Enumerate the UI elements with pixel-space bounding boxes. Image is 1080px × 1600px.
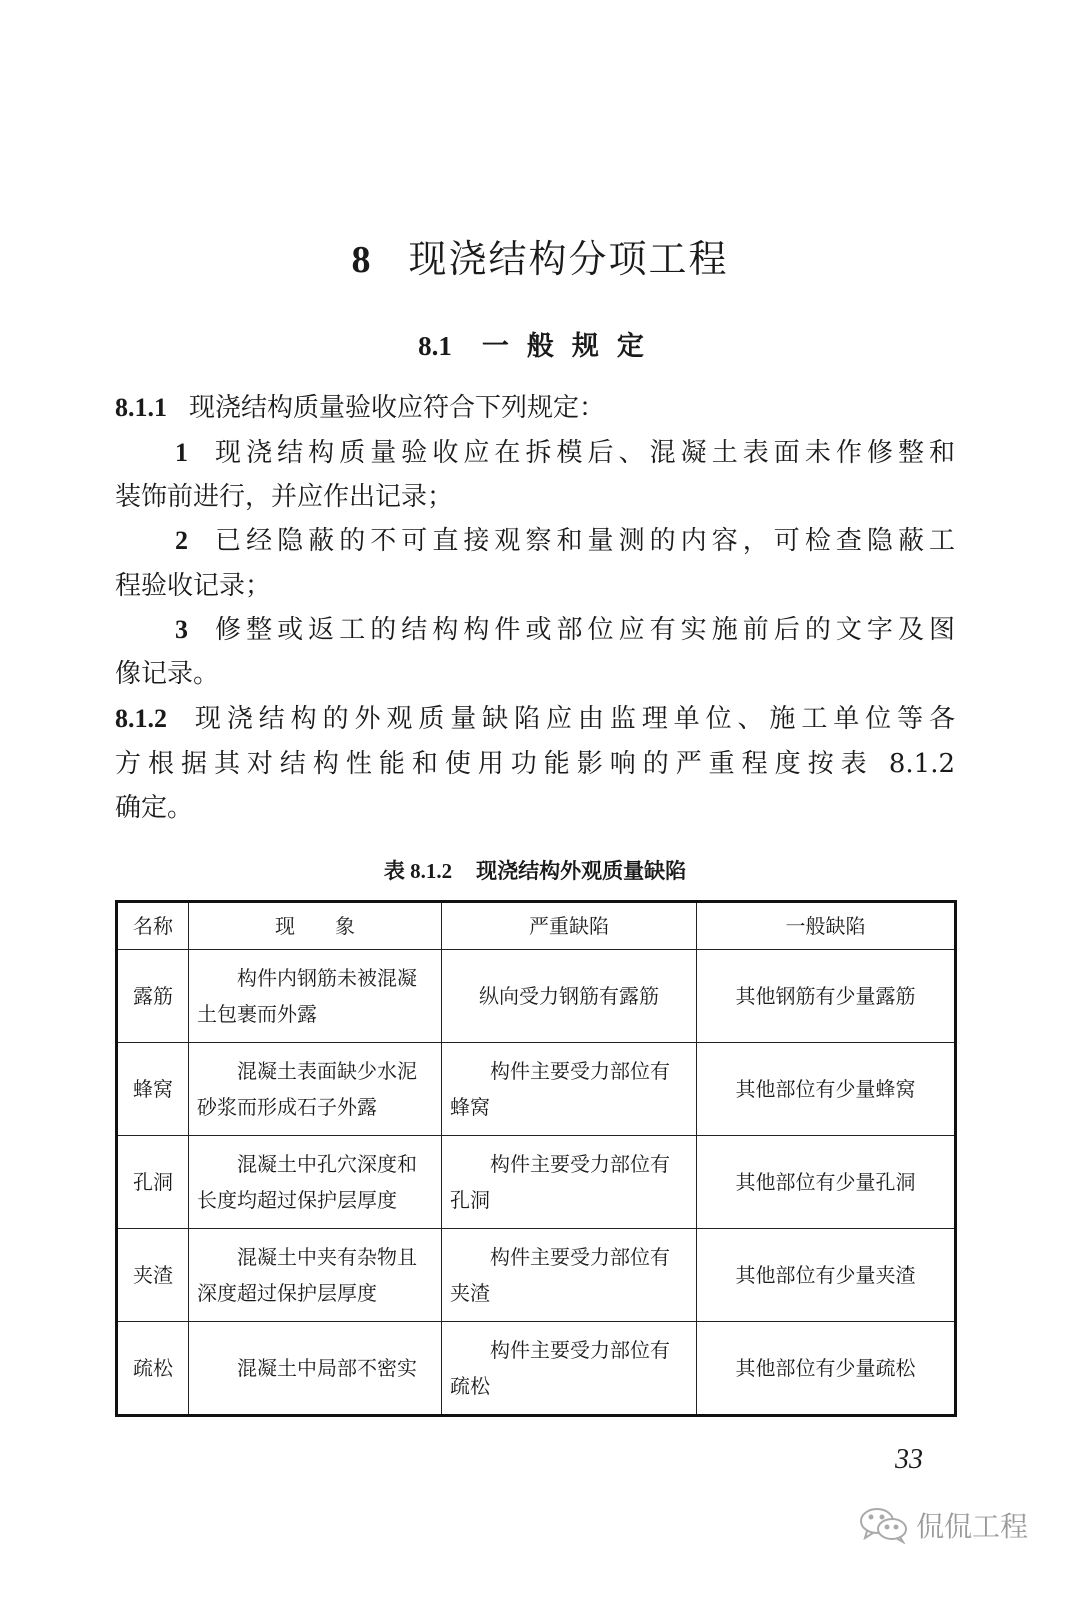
table-row (117, 1136, 956, 1229)
table-caption (0, 855, 1070, 885)
header-serious: 严重缺陷 (442, 902, 697, 950)
chapter-title: 现浇结构分项工程 (408, 237, 729, 281)
table-row (117, 1322, 956, 1416)
item-1-line-1 (175, 431, 955, 475)
item-text: 修整或返工的结构构件或部位应有实施前后的文字及图 (210, 615, 955, 645)
cell-general: 其他部位有少量疏松 (697, 1322, 956, 1416)
clause-8-1-2-line-3: 确定。 (115, 793, 194, 823)
clause-8-1-2-line-1 (115, 697, 955, 741)
cell-phenomenon: 混凝土表面缺少水泥砂浆而形成石子外露 (189, 1043, 442, 1136)
clause-8-1-1 (115, 386, 955, 430)
cell-general: 其他钢筋有少量露筋 (697, 950, 956, 1043)
cell-phenomenon: 构件内钢筋未被混凝土包裹而外露 (189, 950, 442, 1043)
table-row (117, 950, 956, 1043)
clause-number: 8.1.2 (115, 704, 167, 733)
item-2-line-1 (175, 519, 955, 563)
cell-general: 其他部位有少量夹渣 (697, 1229, 956, 1322)
watermark-text: 侃侃工程 (916, 1510, 1029, 1543)
page-number: 33 (895, 1444, 923, 1475)
wechat-icon (858, 1506, 910, 1544)
chapter-number: 8 (351, 239, 373, 281)
cell-phenomenon: 混凝土中孔穴深度和长度均超过保护层厚度 (189, 1136, 442, 1229)
section-number: 8.1 (418, 331, 452, 361)
section-title: 一般规定 (481, 331, 662, 362)
item-number: 3 (175, 615, 188, 644)
clause-8-1-2-line-2: 方根据其对结构性能和使用功能影响的严重程度按表 8.1.2 (115, 749, 955, 779)
cell-general: 其他部位有少量孔洞 (697, 1136, 956, 1229)
cell-serious: 构件主要受力部位有夹渣 (442, 1229, 697, 1322)
item-text: 已经隐蔽的不可直接观察和量测的内容，可检查隐蔽工 (210, 526, 955, 556)
cell-name: 露筋 (117, 950, 189, 1043)
chapter-heading (0, 228, 1080, 283)
cell-serious: 构件主要受力部位有蜂窝 (442, 1043, 697, 1136)
cell-phenomenon: 混凝土中局部不密实 (189, 1322, 442, 1416)
header-general: 一般缺陷 (697, 902, 956, 950)
table-number: 表 8.1.2 (383, 859, 453, 883)
item-2-line-2: 程验收记录； (115, 571, 272, 601)
item-text: 现浇结构质量验收应在拆模后、混凝土表面未作修整和 (210, 438, 955, 468)
cell-name: 夹渣 (117, 1229, 189, 1322)
defects-table (115, 900, 957, 1417)
section-heading (0, 324, 1080, 363)
item-number: 2 (175, 526, 188, 555)
cell-general: 其他部位有少量蜂窝 (697, 1043, 956, 1136)
header-phenomenon: 现 象 (189, 902, 442, 950)
cell-serious: 构件主要受力部位有孔洞 (442, 1136, 697, 1229)
clause-number: 8.1.1 (115, 393, 167, 422)
cell-name: 疏松 (117, 1322, 189, 1416)
clause-text: 现浇结构的外观质量缺陷应由监理单位、施工单位等各 (189, 704, 955, 734)
item-1-line-2: 装饰前进行，并应作出记录； (115, 482, 454, 512)
table-row (117, 1229, 956, 1322)
item-number: 1 (175, 438, 188, 467)
cell-name: 孔洞 (117, 1136, 189, 1229)
cell-serious: 构件主要受力部位有疏松 (442, 1322, 697, 1416)
header-name: 名称 (117, 902, 189, 950)
clause-text: 现浇结构质量验收应符合下列规定： (189, 393, 606, 423)
item-3-line-1 (175, 608, 955, 652)
table-row (117, 1043, 956, 1136)
cell-serious: 纵向受力钢筋有露筋 (442, 950, 697, 1043)
cell-name: 蜂窝 (117, 1043, 189, 1136)
cell-phenomenon: 混凝土中夹有杂物且深度超过保护层厚度 (189, 1229, 442, 1322)
watermark (858, 1505, 1028, 1545)
table-title: 现浇结构外观质量缺陷 (476, 858, 687, 883)
item-3-line-2: 像记录。 (115, 659, 220, 689)
table-header-row (117, 902, 956, 950)
